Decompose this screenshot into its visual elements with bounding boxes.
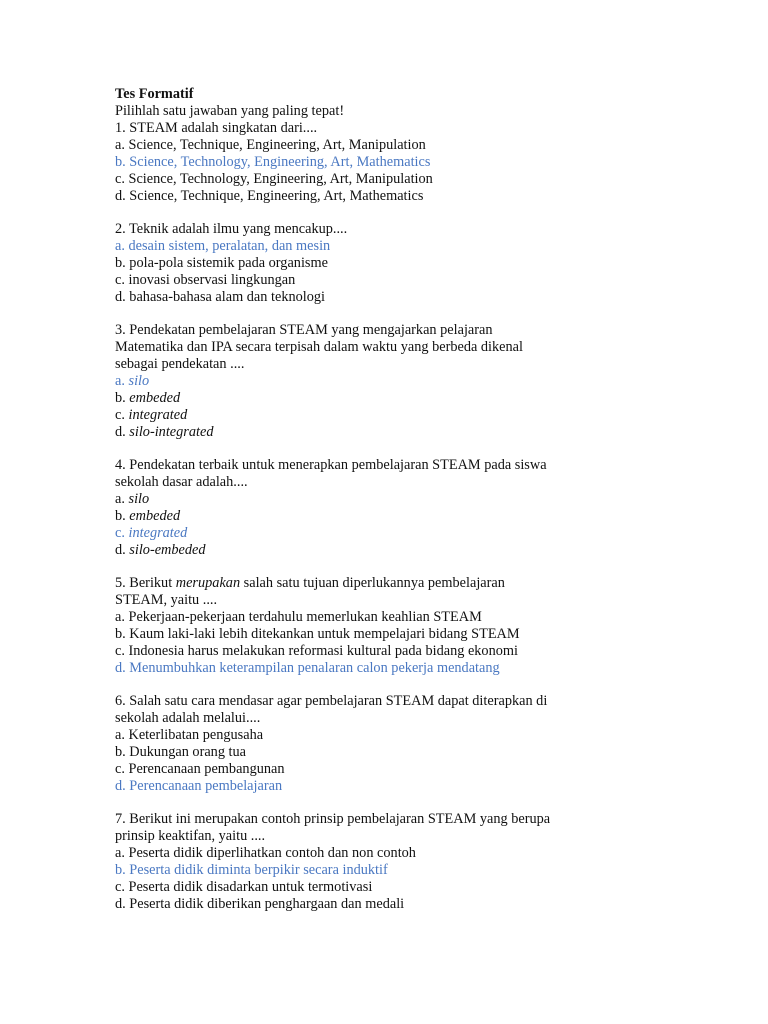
question-stem-line: sebagai pendekatan .... — [115, 356, 245, 372]
option-c: c. Perencanaan pembangunan — [115, 761, 285, 777]
question-5 — [115, 575, 615, 677]
instruction-text: Pilihlah satu jawaban yang paling tepat! — [115, 103, 345, 119]
option-a-correct: a. silo — [115, 373, 150, 389]
document-body — [115, 86, 615, 929]
option-d: d. Science, Technique, Engineering, Art, Mathematics — [115, 188, 424, 204]
option-b-correct: b. Peserta didik diminta berpikir secara induktif — [115, 862, 388, 878]
option-c: c. Peserta didik disadarkan untuk termotivasi — [115, 879, 373, 895]
option-d-correct: d. Perencanaan pembelajaran — [115, 778, 283, 794]
option-a-correct: a. desain sistem, peralatan, dan mesin — [115, 238, 331, 254]
option-a: a. Science, Technique, Engineering, Art, Manipulation — [115, 137, 426, 153]
option-d: d. silo-embeded — [115, 542, 206, 558]
option-a: a. silo — [115, 491, 150, 507]
option-d: d. silo-integrated — [115, 424, 214, 440]
option-a: a. Pekerjaan-pekerjaan terdahulu memerlukan keahlian STEAM — [115, 609, 482, 625]
question-6 — [115, 693, 615, 795]
question-3 — [115, 322, 615, 441]
option-b: b. embeded — [115, 390, 181, 406]
question-stem-line: sekolah adalah melalui.... — [115, 710, 261, 726]
question-stem-line: prinsip keaktifan, yaitu .... — [115, 828, 266, 844]
question-stem-line: Matematika dan IPA secara terpisah dalam waktu yang berbeda dikenal — [115, 339, 523, 355]
option-d: d. bahasa-bahasa alam dan teknologi — [115, 289, 326, 305]
option-d-correct: d. Menumbuhkan keterampilan penalaran calon pekerja mendatang — [115, 660, 500, 676]
option-b: b. Kaum laki-laki lebih ditekankan untuk mempelajari bidang STEAM — [115, 626, 520, 642]
question-4 — [115, 457, 615, 559]
option-d: d. Peserta didik diberikan penghargaan dan medali — [115, 896, 405, 912]
option-b-correct: b. Science, Technology, Engineering, Art, Mathematics — [115, 154, 431, 170]
option-c: c. Science, Technology, Engineering, Art, Manipulation — [115, 171, 433, 187]
question-stem-line: 5. Berikut merupakan salah satu tujuan diperlukannya pembelajaran — [115, 575, 505, 591]
option-a: a. Keterlibatan pengusaha — [115, 727, 264, 743]
question-stem-line: 7. Berikut ini merupakan contoh prinsip pembelajaran STEAM yang berupa — [115, 811, 551, 827]
option-c: c. Indonesia harus melakukan reformasi kultural pada bidang ekonomi — [115, 643, 518, 659]
question-stem: 1. STEAM adalah singkatan dari.... — [115, 120, 318, 136]
emphasis-text: merupakan — [175, 575, 241, 591]
option-b: b. embeded — [115, 508, 181, 524]
question-2 — [115, 221, 615, 306]
question-7 — [115, 811, 615, 913]
option-b: b. pola-pola sistemik pada organisme — [115, 255, 328, 271]
question-stem-line: 3. Pendekatan pembelajaran STEAM yang mengajarkan pelajaran — [115, 322, 493, 338]
document-title: Tes Formatif — [115, 86, 194, 102]
option-c: c. inovasi observasi lingkungan — [115, 272, 296, 288]
option-b: b. Dukungan orang tua — [115, 744, 247, 760]
option-c-correct: c. integrated — [115, 525, 188, 541]
question-stem-line: 4. Pendekatan terbaik untuk menerapkan pembelajaran STEAM pada siswa — [115, 457, 547, 473]
question-stem-line: sekolah dasar adalah.... — [115, 474, 248, 490]
question-stem-line: 6. Salah satu cara mendasar agar pembelajaran STEAM dapat diterapkan di — [115, 693, 548, 709]
question-stem-line: STEAM, yaitu .... — [115, 592, 218, 608]
option-c: c. integrated — [115, 407, 188, 423]
question-1 — [115, 120, 615, 205]
question-stem: 2. Teknik adalah ilmu yang mencakup.... — [115, 221, 348, 237]
option-a: a. Peserta didik diperlihatkan contoh dan non contoh — [115, 845, 416, 861]
